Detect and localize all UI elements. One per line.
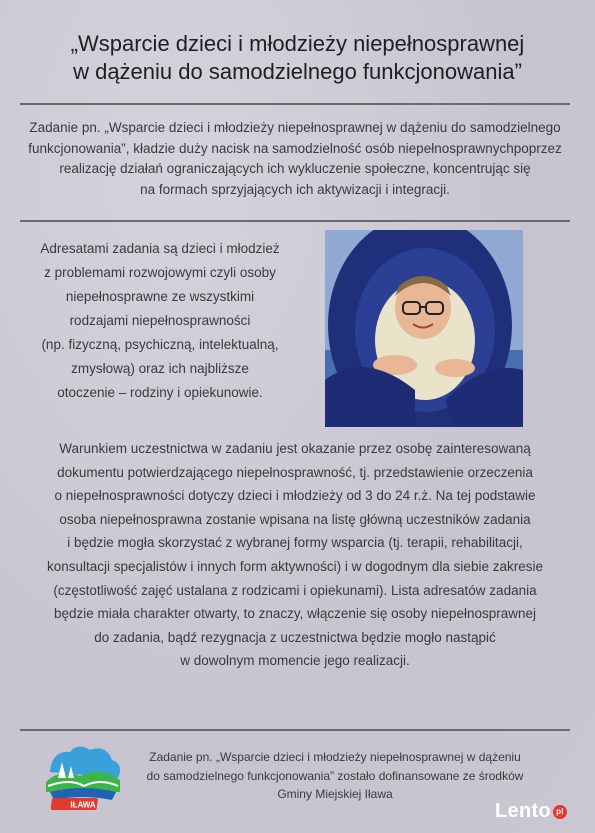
child-in-tube-illustration [325, 230, 523, 427]
conditions-line: Warunkiem uczestnictwa w zadaniu jest okazanie przez osobę zainteresowaną [59, 441, 531, 456]
svg-text:IŁAWA: IŁAWA [70, 800, 96, 810]
intro-line: Zadanie pn. „Wsparcie dzieci i młodzieży niepełnosprawnej w dążeniu do samodzielnego [29, 120, 561, 135]
intro-line: na formach sprzyjających ich aktywizacji i integracji. [140, 181, 450, 197]
conditions-line: konsultacji specjalistów i innych form aktywności) i w dogodnym dla siebie zakresie [47, 558, 543, 574]
recipients-line: rodzajami niepełnosprawności [69, 313, 251, 328]
lento-watermark [495, 800, 567, 823]
recipients-line: niepełnosprawne ze wszystkimi [65, 289, 255, 304]
recipients-paragraph [30, 237, 290, 405]
child-photo [325, 230, 523, 427]
recipients-line: (np. fizyczną, psychiczną, intelektualną, [41, 337, 279, 352]
recipients-line: otoczenie – rodziny i opiekunowie. [57, 385, 263, 400]
conditions-paragraph [20, 437, 570, 673]
recipients-line: zmysłową) oraz ich najbliższe [71, 361, 249, 376]
divider-top [20, 103, 570, 105]
conditions-line: (częstotliwość zajęć ustalana z rodzicami i opiekunami). Lista adresatów zadania [53, 582, 537, 598]
conditions-line: dokumentu potwierdzającego niepełnosprawność, tj. przedstawienie orzeczenia [57, 464, 533, 480]
conditions-line: w dowolnym momencie jego realizacji. [180, 653, 410, 669]
recipients-line: z problemami rozwojowymi czyli osoby [44, 265, 276, 280]
lento-pl-badge: pl [553, 805, 567, 819]
conditions-line: osoba niepełnosprawna zostanie wpisana na listę główną uczestników zadania [59, 511, 531, 527]
conditions-line: o niepełnosprawności dotyczy dzieci i młodzieży od 3 do 24 r.ż. Na tej podstawie [54, 488, 536, 504]
intro-paragraph [20, 118, 570, 200]
footer-line: Gminy Miejskiej Iława [277, 787, 393, 801]
footer-line: do samodzielnego funkcjonowania” zostało dofinansowane ze środków [146, 768, 524, 783]
conditions-line: i będzie mogła skorzystać z wybranej formy wsparcia (tj. terapii, rehabilitacji, [67, 535, 523, 551]
title-line-2: w dążeniu do samodzielnego funkcjonowania” [73, 59, 522, 84]
divider-bottom [20, 729, 570, 731]
lento-watermark-text: Lento [495, 800, 551, 822]
footer-funding-note [110, 748, 560, 804]
recipients-line: Adresatami zadania są dzieci i młodzież [40, 241, 280, 256]
page-title [20, 30, 575, 86]
intro-line: funkcjonowania”, kładzie duży nacisk na samodzielność osób niepełnosprawnychpoprzez [28, 140, 562, 156]
title-line-1: „Wsparcie dzieci i młodzieży niepełnosprawnej [70, 31, 525, 56]
footer-line: Zadanie pn. „Wsparcie dzieci i młodzieży niepełnosprawnej w dążeniu [149, 750, 521, 764]
intro-line: realizację działań ograniczających ich wykluczenie społeczne, koncentrując się [59, 161, 531, 176]
conditions-line: będzie miała charakter otwarty, to znaczy, włączenie się osoby niepełnosprawnej [54, 606, 536, 622]
divider-middle [20, 220, 570, 222]
conditions-line: do zadania, bądź rezygnacja z uczestnictwa będzie mogło nastąpić [94, 629, 496, 645]
